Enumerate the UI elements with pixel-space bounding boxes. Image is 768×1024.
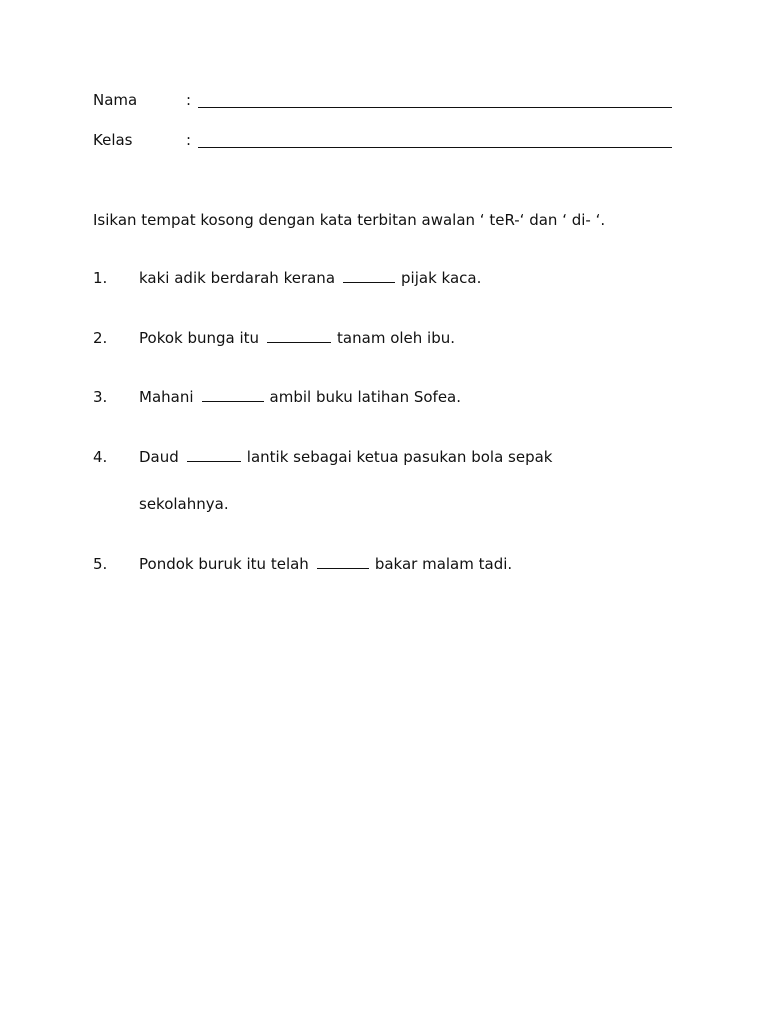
question-text-after: pijak kaca. [401, 269, 482, 287]
answer-blank[interactable] [343, 268, 395, 283]
question-4-continuation [0, 494, 768, 514]
question-text-continuation: sekolahnya. [139, 495, 229, 513]
instruction-text: Isikan tempat kosong dengan kata terbitan awalan ‘ teR-‘ dan ‘ di- ‘. [93, 211, 606, 229]
question-3 [0, 387, 768, 407]
answer-blank[interactable] [317, 554, 369, 569]
question-text-before: Daud [139, 448, 179, 466]
question-text-before: Mahani [139, 388, 194, 406]
name-label: Nama [93, 91, 138, 109]
question-4 [0, 447, 768, 467]
question-number: 4. [93, 448, 108, 466]
answer-blank[interactable] [267, 328, 331, 343]
question-text-after: bakar malam tadi. [374, 555, 513, 573]
question-text-before: Pondok buruk itu telah [139, 555, 309, 573]
question-number: 2. [93, 329, 108, 347]
class-label: Kelas [93, 131, 133, 149]
name-row [0, 90, 768, 110]
question-number: 5. [93, 555, 108, 573]
question-text-before: Pokok bunga itu [139, 329, 260, 347]
question-text [139, 554, 512, 574]
name-answer-line[interactable] [198, 107, 672, 108]
question-5 [0, 554, 768, 574]
question-text [139, 328, 455, 348]
question-2 [0, 328, 768, 348]
question-text [139, 268, 481, 288]
answer-blank[interactable] [187, 447, 241, 462]
class-answer-line[interactable] [198, 147, 672, 148]
answer-blank[interactable] [202, 387, 264, 402]
question-text-after: tanam oleh ibu. [337, 329, 456, 347]
question-number: 1. [93, 269, 108, 287]
class-row [0, 130, 768, 150]
question-text [139, 387, 461, 407]
question-text [139, 447, 552, 467]
question-1 [0, 268, 768, 288]
question-text-after: ambil buku latihan Sofea. [269, 388, 462, 406]
question-number: 3. [93, 388, 108, 406]
class-colon: : [186, 131, 192, 149]
question-text-before: kaki adik berdarah kerana [139, 269, 336, 287]
name-colon: : [186, 91, 192, 109]
question-text-after: lantik sebagai ketua pasukan bola sepak [246, 448, 553, 466]
